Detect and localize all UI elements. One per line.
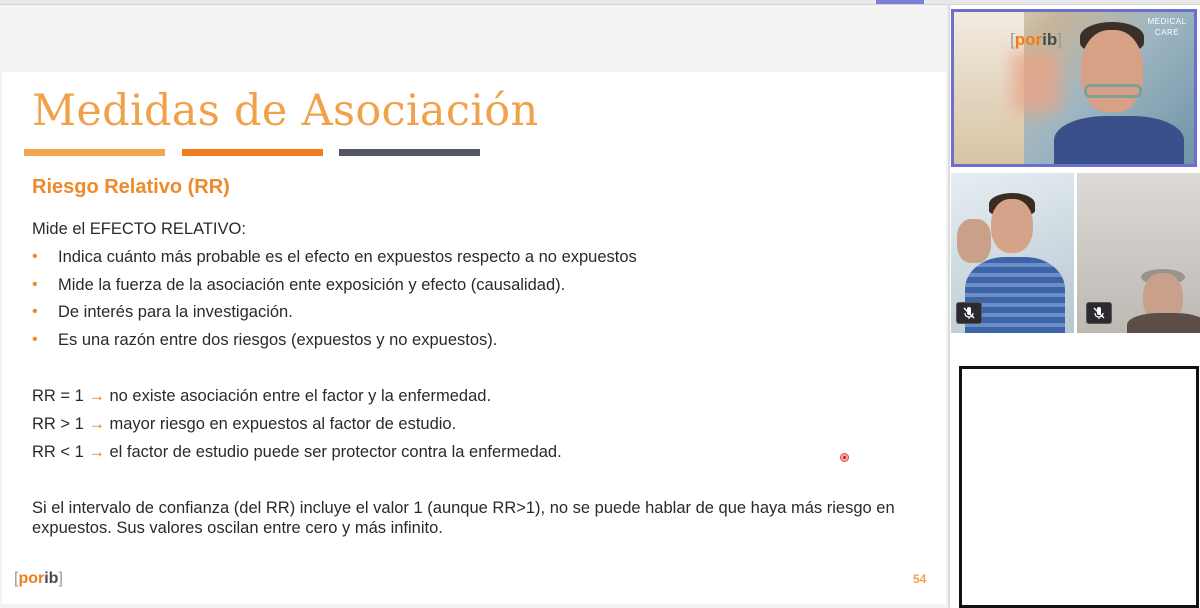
toolbar-active-tab[interactable] <box>876 0 924 4</box>
title-underline-bar-3 <box>339 149 480 156</box>
bullet-icon: • <box>32 275 38 293</box>
bullet-icon: • <box>32 330 38 348</box>
title-underline-bar-2 <box>182 149 323 156</box>
title-underline-bar-1 <box>24 149 165 156</box>
arrow-right-icon: → <box>88 443 105 461</box>
rr-prefix: RR = 1 <box>32 387 84 405</box>
shared-slide <box>2 72 946 604</box>
bullet-text: De interés para la investigación. <box>58 303 293 322</box>
slide-intro: Mide el EFECTO RELATIVO: <box>32 220 246 238</box>
bullet-item <box>32 276 637 304</box>
rr-text: no existe asociación entre el factor y la enfermedad. <box>109 387 492 405</box>
medical-care-overlay: MEDICAL CARE <box>1147 17 1187 37</box>
rr-text: el factor de estudio puede ser protector contra la enfermedad. <box>109 443 562 461</box>
rr-line <box>32 415 562 443</box>
porib-logo: [porib] <box>1010 30 1062 49</box>
rr-line <box>32 387 562 415</box>
bullet-text: Es una razón entre dos riesgos (expuestos y no expuestos). <box>58 330 498 349</box>
rr-text: mayor riesgo en expuestos al factor de estudio. <box>109 415 457 433</box>
bullet-text: Mide la fuerza de la asociación ente exposición y efecto (causalidad). <box>58 275 566 294</box>
empty-video-tile[interactable] <box>959 366 1199 608</box>
arrow-right-icon: → <box>88 387 105 405</box>
bullet-icon: • <box>32 303 38 321</box>
porib-logo: [porib] <box>14 570 63 587</box>
bullet-item <box>32 248 637 276</box>
rr-prefix: RR > 1 <box>32 415 84 433</box>
slide-page-number: 54 <box>913 572 927 586</box>
laser-pointer <box>840 453 849 462</box>
mic-muted-icon <box>1086 302 1112 324</box>
slide-title: Medidas de Asociación <box>32 86 539 136</box>
bullet-text: Indica cuánto más probable es el efecto en expuestos respecto a no expuestos <box>58 248 637 266</box>
slide-subtitle: Riesgo Relativo (RR) <box>32 176 230 198</box>
rr-prefix: RR < 1 <box>32 443 84 461</box>
rr-interpretation-list <box>32 387 562 471</box>
arrow-right-icon: → <box>88 415 105 433</box>
bullet-list <box>32 248 637 358</box>
mic-muted-icon <box>956 302 982 324</box>
bullet-item <box>32 303 637 331</box>
active-speaker-video-tile[interactable] <box>951 9 1197 167</box>
rr-line <box>32 443 562 471</box>
bullet-item <box>32 331 637 359</box>
bullet-icon: • <box>32 248 38 265</box>
confidence-interval-note: Si el intervalo de confianza (del RR) incluye el valor 1 (aunque RR>1), no se puede hablar de que haya más riesgo en expuestos. Sus valores oscilan entre cero y más infinito. <box>32 499 895 537</box>
